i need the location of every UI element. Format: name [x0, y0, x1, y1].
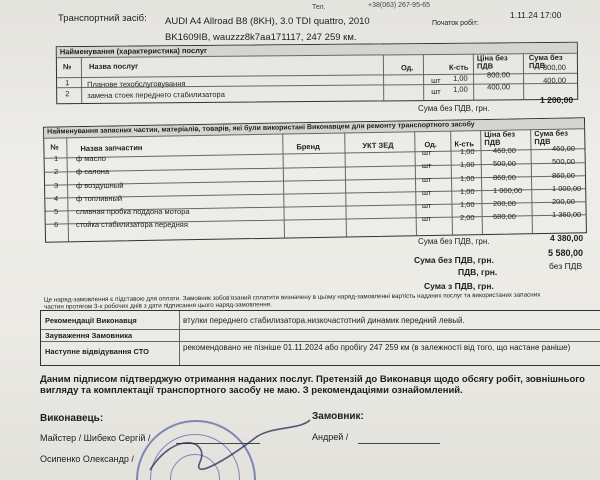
- remark-label-customer: Зауваження Замовника: [45, 331, 133, 340]
- services-total-value: 1 200,00: [540, 95, 574, 105]
- table-row: 1 Планове техобслуговування шт 1,00 800,00 800,00: [65, 62, 566, 90]
- parts-cell-unit: шт: [422, 214, 432, 223]
- services-total-label: Сума без ПДВ, грн.: [418, 104, 490, 113]
- remark-value-recommend: втулки переднего стабилизатора.низкочастотний динамик передний левый.: [183, 316, 465, 325]
- parts-cell-name: сливная пробка поддона мотора: [76, 207, 190, 216]
- parts-col-name: Назва запчастин: [80, 143, 143, 154]
- confirmation-text: Даним підписом підтверджую отримання наданих послуг. Претензій до Виконавця щодо обсягу робіт, зовнішнього вигляду та комплектації транспортного засобу не маю. З рекомендаціями ознайомлений.: [40, 374, 585, 397]
- parts-cell-sum: 500,00: [552, 157, 575, 166]
- vehicle-line-2: BK1609IB, wauzzz8k7aa171117, 247 259 км.: [165, 32, 357, 43]
- parts-cell-price: 680,00: [493, 212, 516, 221]
- table-row: 2 замена стоек переднего стабилизатора шт 1,00 400,00 400,00: [65, 75, 567, 101]
- master-signature: Майстер / Шибеко Сергій /: [40, 433, 151, 443]
- remark-label-next-visit: Наступне відвідування СТО: [45, 347, 149, 356]
- parts-cell-price: 200,00: [493, 199, 516, 208]
- vehicle-line-1: AUDI A4 Allroad B8 (8KH), 3.0 TDI quattro, 2010: [165, 16, 370, 27]
- parts-cell-unit: шт: [422, 188, 432, 197]
- start-value: 1.11.24 17:00: [510, 10, 562, 20]
- parts-col-price: Ціна без ПДВ: [484, 129, 516, 147]
- parts-col-unit: Од.: [424, 139, 437, 150]
- vat-label: ПДВ, грн.: [458, 267, 498, 277]
- parts-cell-sum: 460,00: [552, 144, 575, 153]
- services-col-n: №: [62, 62, 72, 72]
- parts-cell-qty: 1,00: [460, 187, 475, 196]
- executor-label: Виконавець:: [40, 413, 104, 424]
- remark-value-next-visit: рекомендовано не пізніше 01.11.2024 або пробігу 247 259 км (в залежності від того, що настане раніше): [183, 343, 571, 352]
- grand-sum-value: 5 580,00: [548, 248, 584, 258]
- parts-cell-n: 3: [54, 181, 59, 190]
- parts-cell-n: 1: [54, 154, 59, 163]
- payment-note: Це наряд-замовлення є підставою для оплати. Замовник зобов'язаний сплатити визначену в цьому наряд-замовленні вартість наданих послуг та використаних запасних частин протягом 3-х робочих днів з дати підписання цього наряд-замовлення.: [43, 291, 541, 311]
- parts-cell-qty: 1,00: [460, 174, 475, 183]
- services-col-qty: К-сть: [448, 62, 469, 72]
- parts-cell-name: ф воздушный: [76, 181, 124, 190]
- grand-sum-label: Сума без ПДВ, грн.: [414, 255, 494, 265]
- parts-cell-qty: 1,00: [460, 147, 475, 156]
- remarks-table: [40, 310, 600, 366]
- services-col-unit: Од.: [400, 63, 414, 73]
- services-title: Найменування (характеристика) послуг: [59, 45, 208, 57]
- with-vat-label: Сума з ПДВ, грн.: [424, 281, 494, 291]
- parts-cell-n: 4: [54, 194, 59, 203]
- customer-label: Замовник:: [312, 411, 364, 422]
- parts-cell-sum: 1 360,00: [552, 210, 582, 219]
- parts-cell-unit: шт: [422, 175, 432, 184]
- parts-cell-name: стойка стабилизатора передняя: [76, 220, 188, 229]
- parts-cell-unit: шт: [422, 161, 432, 170]
- parts-cell-sum: 1 000,00: [552, 184, 582, 193]
- parts-cell-name: ф топливный: [76, 194, 123, 203]
- parts-cell-qty: 1,00: [460, 160, 475, 169]
- tel-value: +38(063) 267-95-65: [368, 2, 431, 9]
- services-table: [56, 42, 578, 105]
- parts-cell-name: ф салона: [76, 167, 110, 176]
- worker-signature: Осипенко Олександр /: [40, 454, 134, 464]
- parts-col-brand: Бренд: [296, 141, 320, 152]
- parts-cell-price: 460,00: [493, 146, 516, 155]
- services-col-name: Назва послуг: [88, 61, 139, 71]
- remark-label-recommend: Рекомендації Виконавця: [45, 316, 137, 325]
- parts-cell-unit: шт: [422, 148, 432, 157]
- parts-cell-name: ф масло: [76, 154, 106, 163]
- start-label: Початок робіт:: [432, 20, 479, 27]
- parts-cell-unit: шт: [422, 201, 432, 210]
- stamp-seal: [136, 420, 256, 480]
- parts-total-label: Сума без ПДВ, грн.: [418, 237, 490, 246]
- services-col-sum: Сума без ПДВ: [528, 52, 563, 70]
- parts-cell-n: 6: [54, 220, 59, 229]
- services-col-price: Ціна без ПДВ: [476, 53, 508, 71]
- parts-cell-sum: 860,00: [552, 171, 575, 180]
- parts-col-n: №: [50, 142, 59, 152]
- tel-label: Тел.: [312, 4, 326, 11]
- parts-cell-price: 1 000,00: [493, 186, 523, 195]
- parts-col-ukt: УКТ ЗЕД: [362, 140, 394, 151]
- parts-title: Найменування запасних частин, матеріалів, товарів, які були використані Виконавцем для ремонту транспортного засобу: [47, 121, 475, 136]
- customer-signature-line: [358, 443, 440, 444]
- parts-cell-price: 500,00: [493, 159, 516, 168]
- vehicle-label: Транспортний засіб:: [58, 13, 147, 24]
- parts-col-sum: Сума без ПДВ: [534, 128, 569, 146]
- parts-col-qty: К-сть: [454, 139, 475, 149]
- parts-cell-n: 5: [54, 207, 59, 216]
- parts-cell-sum: 200,00: [552, 197, 575, 206]
- parts-cell-price: 860,00: [493, 173, 516, 182]
- customer-signature: Андрей /: [312, 432, 349, 442]
- parts-cell-qty: 2,00: [460, 213, 475, 222]
- parts-total-value: 4 380,00: [550, 233, 584, 243]
- vat-value: без ПДВ: [549, 261, 583, 271]
- parts-cell-n: 2: [54, 167, 59, 176]
- parts-cell-qty: 1,00: [460, 200, 475, 209]
